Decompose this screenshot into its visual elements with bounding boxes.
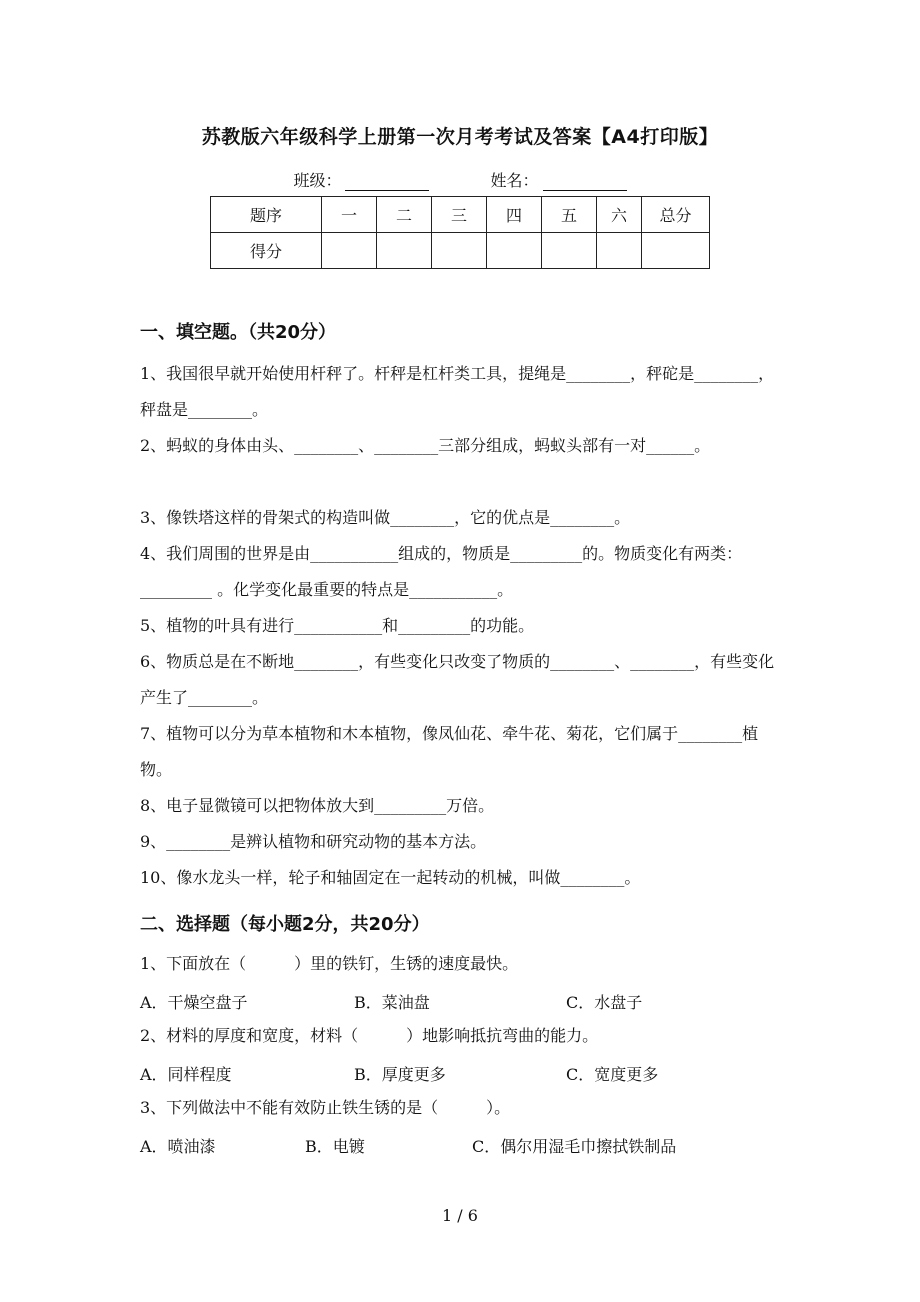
fill-question-7: 7、植物可以分为草本植物和木本植物，像凤仙花、牵牛花、菊花，它们属于________植物。 (140, 724, 759, 779)
choice-1-option-a[interactable]: A．干燥空盘子 (140, 993, 248, 1012)
score-cell[interactable] (542, 233, 597, 269)
student-info (0, 168, 920, 191)
score-cell[interactable] (642, 233, 710, 269)
score-header-cell: 六 (597, 197, 642, 233)
score-cell[interactable] (432, 233, 487, 269)
score-header-cell: 三 (432, 197, 487, 233)
fill-question-2: 2、蚂蚁的身体由头、________、________三部分组成，蚂蚁头部有一对______。 (140, 436, 711, 455)
choice-2-option-b[interactable]: B．厚度更多 (354, 1065, 446, 1084)
score-table (210, 196, 710, 269)
fill-question-10: 10、像水龙头一样，轮子和轴固定在一起转动的机械，叫做________。 (140, 868, 641, 887)
score-table-header-row (211, 197, 710, 233)
choice-3-option-a[interactable]: A．喷油漆 (140, 1137, 216, 1156)
score-header-cell: 一 (322, 197, 377, 233)
fill-question-8: 8、电子显微镜可以把物体放大到_________万倍。 (140, 796, 495, 815)
class-label: 班级： (293, 171, 342, 190)
score-cell[interactable] (597, 233, 642, 269)
score-cell[interactable] (487, 233, 542, 269)
name-blank[interactable] (543, 172, 627, 191)
choice-1-option-c[interactable]: C．水盘子 (566, 993, 643, 1012)
page-number: 1 / 6 (442, 1206, 478, 1225)
score-header-cell: 四 (487, 197, 542, 233)
choice-question-3: 3、下列做法中不能有效防止铁生锈的是（ ）。 (140, 1098, 511, 1117)
name-label: 姓名： (490, 171, 539, 190)
fill-question-6: 6、物质总是在不断地________，有些变化只改变了物质的________、________，有些变化产生了________。 (140, 652, 775, 707)
score-header-cell: 总分 (642, 197, 710, 233)
name-field (491, 168, 627, 191)
class-field (293, 168, 429, 191)
score-row-label: 得分 (211, 233, 322, 269)
score-header-cell: 二 (377, 197, 432, 233)
section1-heading: 一、填空题。（共20分） (140, 322, 337, 343)
choice-question-2: 2、材料的厚度和宽度，材料（ ）地影响抵抗弯曲的能力。 (140, 1026, 599, 1045)
class-blank[interactable] (345, 172, 429, 191)
score-header-cell: 题序 (211, 197, 322, 233)
score-cell[interactable] (322, 233, 377, 269)
fill-question-4: 4、我们周围的世界是由___________组成的，物质是_________的。物质变化有两类：_________ 。化学变化最重要的特点是___________。 (140, 544, 743, 599)
fill-question-1: 1、我国很早就开始使用杆秤了。杆秤是杠杆类工具，提绳是________，秤砣是________，秤盘是________。 (140, 364, 775, 419)
choice-2-option-a[interactable]: A．同样程度 (140, 1065, 232, 1084)
fill-question-3: 3、像铁塔这样的骨架式的构造叫做________，它的优点是________。 (140, 508, 631, 527)
fill-question-5: 5、植物的叶具有进行___________和_________的功能。 (140, 616, 535, 635)
choice-2-option-c[interactable]: C．宽度更多 (566, 1065, 659, 1084)
choice-3-option-b[interactable]: B．电镀 (305, 1137, 365, 1156)
choice-1-option-b[interactable]: B．菜油盘 (354, 993, 430, 1012)
score-cell[interactable] (377, 233, 432, 269)
choice-3-option-c[interactable]: C．偶尔用湿毛巾擦拭铁制品 (472, 1137, 677, 1156)
exam-title: 苏教版六年级科学上册第一次月考考试及答案【A4打印版】 (201, 126, 719, 148)
fill-question-9: 9、________是辨认植物和研究动物的基本方法。 (140, 832, 487, 851)
section2-heading: 二、选择题（每小题2分，共20分） (140, 914, 430, 935)
score-header-cell: 五 (542, 197, 597, 233)
score-table-score-row (211, 233, 710, 269)
choice-question-1: 1、下面放在（ ）里的铁钉，生锈的速度最快。 (140, 954, 519, 973)
